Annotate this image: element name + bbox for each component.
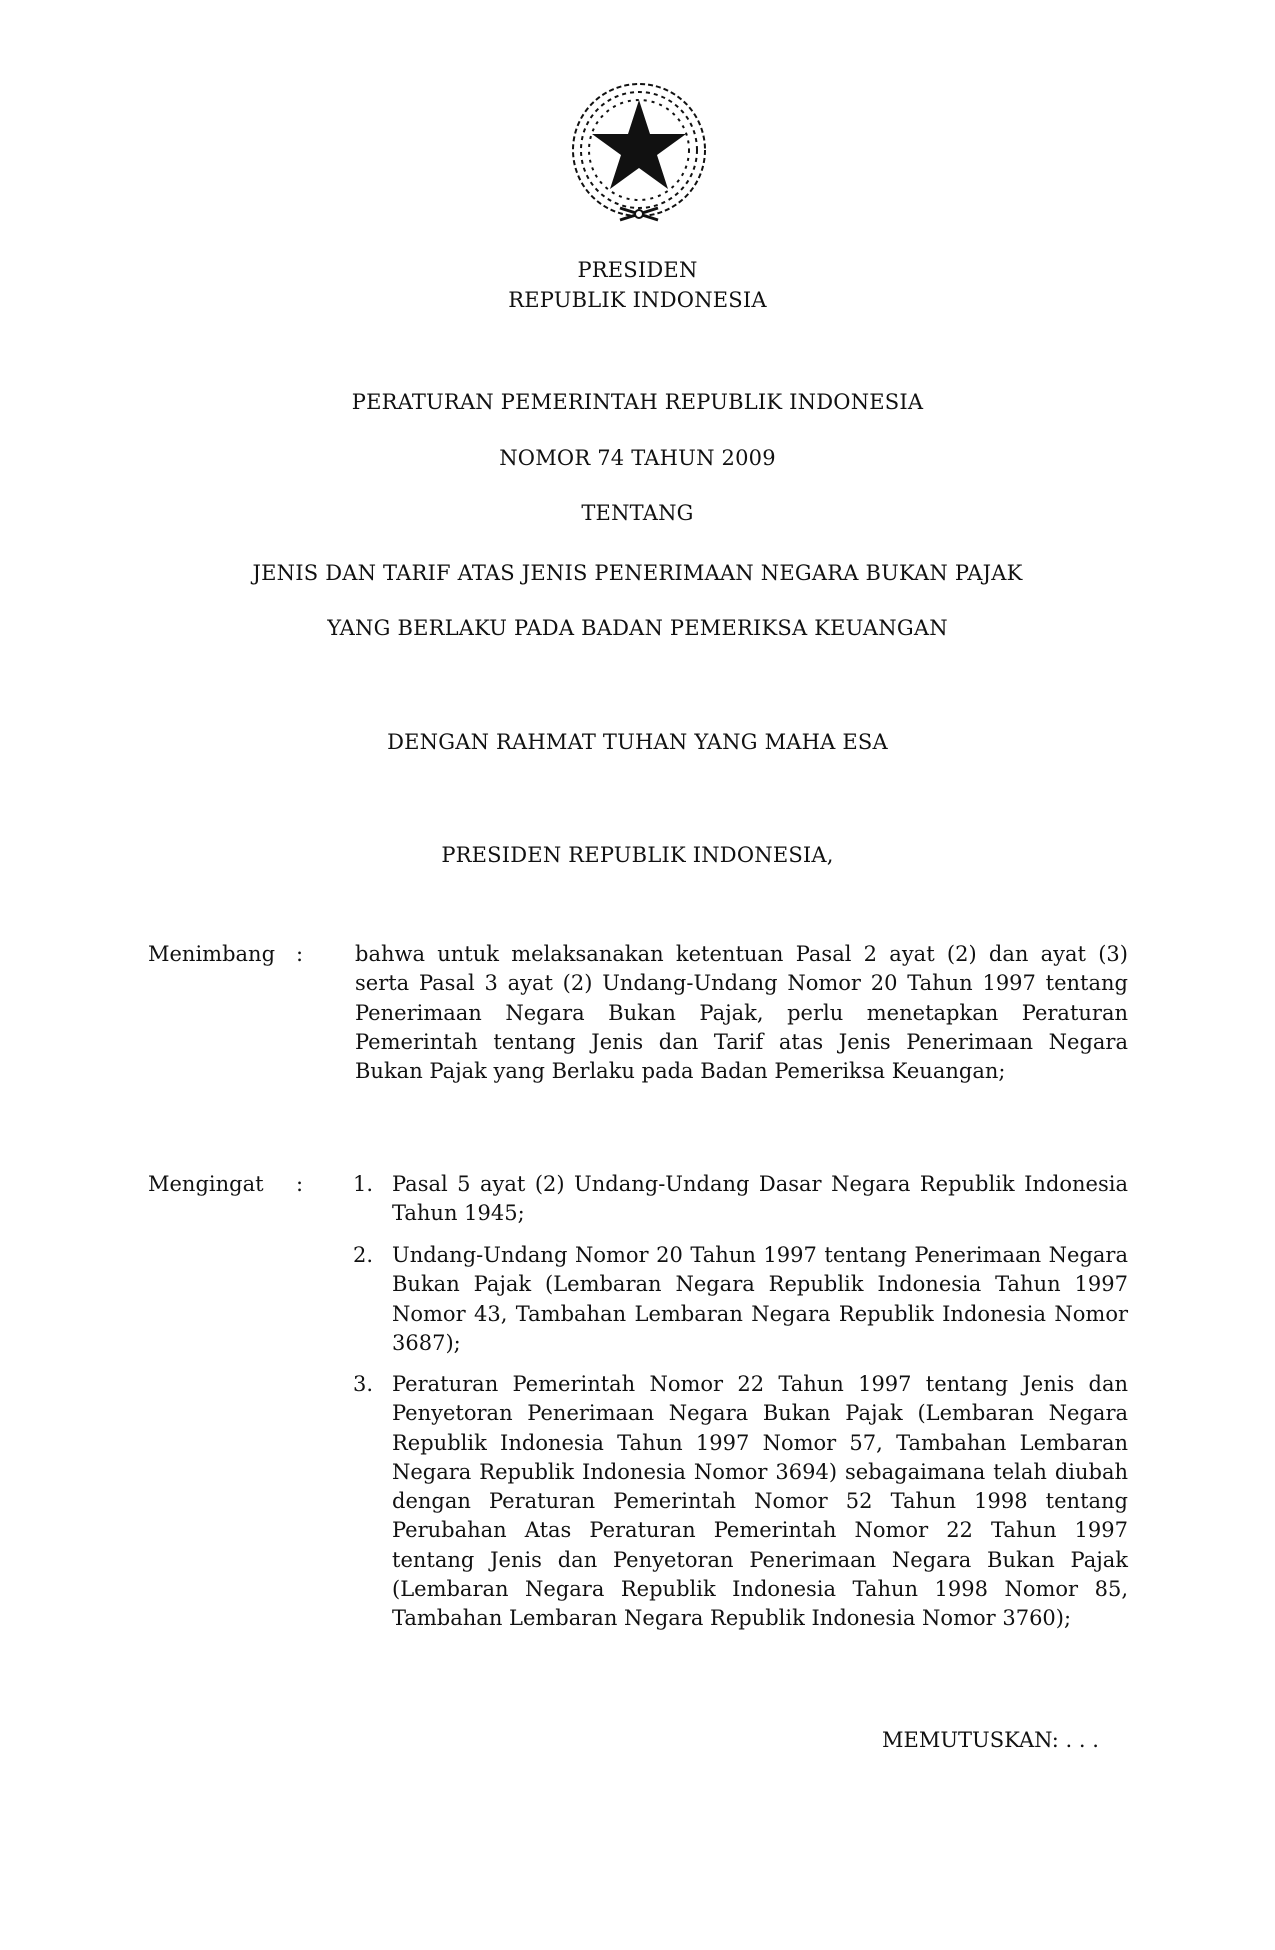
mengingat-label: Mengingat (148, 1172, 264, 1196)
header-republic: REPUBLIK INDONESIA (508, 288, 767, 312)
presidential-emblem-icon (560, 74, 718, 232)
continuation-marker: MEMUTUSKAN: . . . (882, 1728, 1099, 1752)
mengingat-item-1 (353, 1170, 1128, 1229)
mengingat-item-3 (353, 1370, 1128, 1634)
mengingat-colon: : (296, 1172, 304, 1196)
regulation-about: TENTANG (581, 501, 694, 525)
regulation-title: PERATURAN PEMERINTAH REPUBLIK INDONESIA (351, 390, 924, 414)
menimbang-colon: : (296, 942, 304, 966)
item-number: 2. (353, 1243, 374, 1267)
item-text: Peraturan Pemerintah Nomor 22 Tahun 1997 tentang Jenis dan Penyetoran Penerimaan Negara Bukan Pajak (Lembaran Negara Republik Indonesia Tahun 1997 Nomor 57, Tambahan Lembaran Negara Republik Indonesia Nomor 3694) sebagaimana telah diubah dengan Peraturan Pemerintah Nomor 52 Tahun 1998 tentang Perubahan Atas Peraturan Pemerintah Nomor 22 Tahun 1997 tentang Jenis dan Penyetoran Penerimaan Negara Bukan Pajak (Lembaran Negara Republik Indonesia Tahun 1998 Nomor 85, Tambahan Lembaran Negara Republik Indonesia Nomor 3760); (392, 1372, 1128, 1631)
menimbang-label: Menimbang (148, 942, 276, 966)
invocation: DENGAN RAHMAT TUHAN YANG MAHA ESA (387, 730, 888, 754)
menimbang-text: bahwa untuk melaksanakan ketentuan Pasal 2 ayat (2) dan ayat (3) serta Pasal 3 ayat (2) Undang-Undang Nomor 20 Tahun 1997 tentang Penerimaan Negara Bukan Pajak, perlu menetapkan Peraturan Pemerintah tentang Jenis dan Tarif atas Jenis Penerimaan Negara Bukan Pajak yang Berlaku pada Badan Pemeriksa Keuangan; (355, 942, 1128, 1084)
item-text: Undang-Undang Nomor 20 Tahun 1997 tentang Penerimaan Negara Bukan Pajak (Lembaran Negara Republik Indonesia Tahun 1997 Nomor 43, Tambahan Lembaran Negara Republik Indonesia Nomor 3687); (392, 1243, 1128, 1355)
issuer: PRESIDEN REPUBLIK INDONESIA, (441, 843, 834, 867)
item-number: 3. (353, 1372, 374, 1396)
header-president: PRESIDEN (577, 258, 698, 282)
mengingat-item-2 (353, 1241, 1128, 1358)
regulation-number: NOMOR 74 TAHUN 2009 (499, 446, 776, 470)
regulation-subject-line2: YANG BERLAKU PADA BADAN PEMERIKSA KEUANGAN (327, 616, 948, 640)
regulation-subject-line1: JENIS DAN TARIF ATAS JENIS PENERIMAAN NEGARA BUKAN PAJAK (252, 561, 1023, 585)
item-number: 1. (353, 1172, 374, 1196)
item-text: Pasal 5 ayat (2) Undang-Undang Dasar Negara Republik Indonesia Tahun 1945; (392, 1172, 1128, 1226)
